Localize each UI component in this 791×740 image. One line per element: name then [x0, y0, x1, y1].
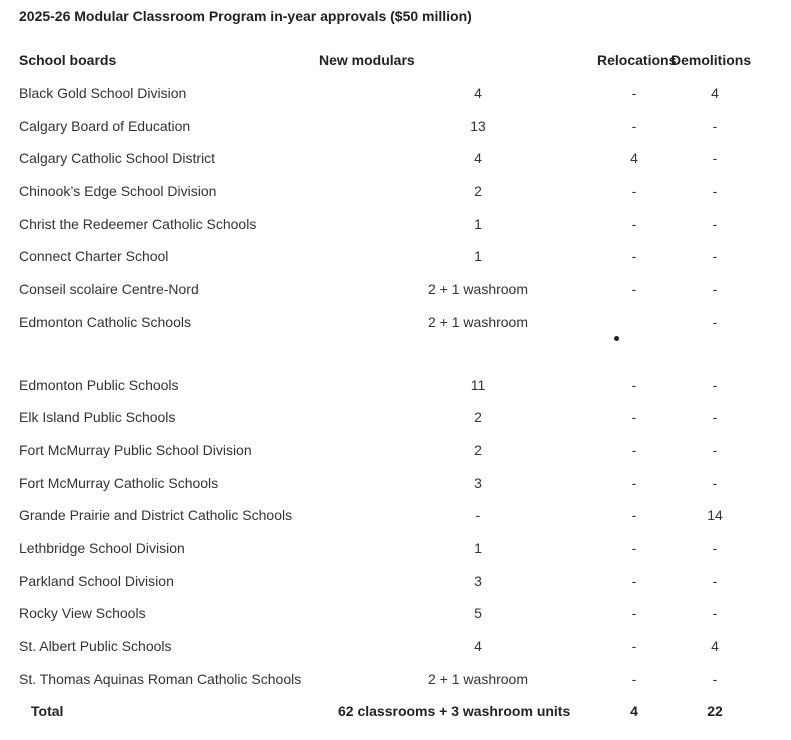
new-modulars-cell: 2 + 1 washroom: [428, 281, 528, 298]
table-row: [19, 207, 759, 240]
new-modulars-cell: 1: [474, 248, 482, 265]
board-name: Edmonton Public Schools: [19, 376, 179, 393]
relocations-cell: -: [631, 507, 637, 524]
relocations-cell: -: [631, 441, 637, 458]
relocations-cell: -: [631, 474, 637, 491]
table-row: [19, 466, 759, 499]
table-row: [19, 662, 759, 695]
board-name: Rocky View Schools: [19, 605, 146, 622]
relocations-cell: 4: [630, 150, 638, 167]
demolitions-cell: 14: [707, 507, 723, 524]
table-title: 2025-26 Modular Classroom Program in-year approvals ($50 million): [19, 8, 472, 24]
table-row: [19, 434, 759, 467]
demolitions-cell: -: [712, 376, 718, 393]
total-relocations: 4: [630, 703, 638, 720]
new-modulars-cell: 3: [474, 474, 482, 491]
demolitions-cell: -: [712, 183, 718, 200]
board-name: Calgary Catholic School District: [19, 150, 216, 167]
new-modulars-cell: 3: [474, 572, 482, 589]
new-modulars-cell: 4: [474, 150, 482, 167]
relocations-cell: -: [631, 183, 637, 200]
spacer-cell: [19, 338, 759, 368]
new-modulars-cell: 2: [474, 409, 482, 426]
table-row: [19, 532, 759, 565]
total-row: [19, 695, 759, 728]
board-name: Black Gold School Division: [19, 85, 187, 102]
new-modulars-cell: 1: [474, 539, 482, 556]
new-modulars-cell: 2: [474, 183, 482, 200]
demolitions-cell: -: [712, 441, 718, 458]
header-relocations: Relocations: [597, 52, 677, 69]
table-row: [19, 273, 759, 306]
demolitions-cell: -: [712, 150, 718, 167]
relocations-cell: -: [631, 572, 637, 589]
relocations-cell: -: [631, 248, 637, 265]
board-name: Christ the Redeemer Catholic Schools: [19, 215, 257, 232]
new-modulars-cell: -: [475, 507, 481, 524]
board-name: Fort McMurray Public School Division: [19, 441, 252, 458]
board-name: Connect Charter School: [19, 248, 169, 265]
new-modulars-cell: 2 + 1 washroom: [428, 313, 528, 330]
relocations-cell: -: [631, 117, 637, 134]
relocations-cell: -: [631, 215, 637, 232]
demolitions-cell: -: [712, 539, 718, 556]
table-row: [19, 142, 759, 175]
table-row: [19, 597, 759, 630]
demolitions-cell: -: [712, 572, 718, 589]
board-name: Grande Prairie and District Catholic Schools: [19, 507, 293, 524]
total-demolitions: 22: [707, 703, 723, 720]
new-modulars-cell: 4: [474, 638, 482, 655]
bullet-dot: [614, 336, 619, 341]
table-row: [19, 109, 759, 142]
demolitions-cell: 4: [711, 85, 719, 102]
demolitions-cell: -: [712, 474, 718, 491]
board-name: Chinook’s Edge School Division: [19, 183, 217, 200]
board-name: St. Thomas Aquinas Roman Catholic Schools: [19, 670, 302, 687]
approvals-table: [19, 44, 759, 728]
new-modulars-cell: 5: [474, 605, 482, 622]
board-name: Elk Island Public Schools: [19, 409, 176, 426]
demolitions-cell: -: [712, 281, 718, 298]
board-name: Edmonton Catholic Schools: [19, 313, 191, 330]
board-name: St. Albert Public Schools: [19, 638, 172, 655]
board-name: Conseil scolaire Centre-Nord: [19, 281, 199, 298]
demolitions-cell: -: [712, 313, 718, 330]
total-label: Total: [31, 703, 64, 720]
table-row: [19, 564, 759, 597]
header-demolitions: Demolitions: [671, 52, 752, 69]
header-row: [19, 44, 759, 77]
table-row: [19, 401, 759, 434]
relocations-cell: -: [631, 376, 637, 393]
relocations-cell: [597, 306, 671, 339]
table-row: [19, 240, 759, 273]
demolitions-cell: -: [712, 248, 718, 265]
board-name: Calgary Board of Education: [19, 117, 191, 134]
new-modulars-cell: 11: [470, 376, 486, 393]
relocations-cell: -: [631, 670, 637, 687]
demolitions-cell: 4: [711, 638, 719, 655]
table-row: [19, 368, 759, 401]
table-row: [19, 77, 759, 110]
board-name: Lethbridge School Division: [19, 539, 185, 556]
new-modulars-cell: 4: [474, 85, 482, 102]
new-modulars-cell: 2 + 1 washroom: [428, 670, 528, 687]
relocations-cell: -: [631, 85, 637, 102]
demolitions-cell: -: [712, 670, 718, 687]
spacer-row: [19, 338, 759, 368]
new-modulars-cell: 2: [474, 441, 482, 458]
relocations-cell: -: [631, 409, 637, 426]
relocations-cell: -: [631, 638, 637, 655]
demolitions-cell: -: [712, 215, 718, 232]
new-modulars-cell: 13: [470, 117, 486, 134]
board-name: Fort McMurray Catholic Schools: [19, 474, 219, 491]
board-name: Parkland School Division: [19, 572, 174, 589]
relocations-cell: -: [631, 605, 637, 622]
relocations-cell: -: [631, 539, 637, 556]
demolitions-cell: -: [712, 117, 718, 134]
new-modulars-cell: 1: [474, 215, 482, 232]
table-row: [19, 630, 759, 663]
table-row: [19, 306, 759, 339]
total-new-modulars: 62 classrooms + 3 washroom units: [338, 703, 571, 720]
table-row: [19, 175, 759, 208]
header-school-boards: School boards: [19, 52, 117, 69]
demolitions-cell: -: [712, 409, 718, 426]
table-row: [19, 499, 759, 532]
relocations-cell: -: [631, 281, 637, 298]
header-new-modulars: New modulars: [319, 52, 415, 69]
demolitions-cell: -: [712, 605, 718, 622]
